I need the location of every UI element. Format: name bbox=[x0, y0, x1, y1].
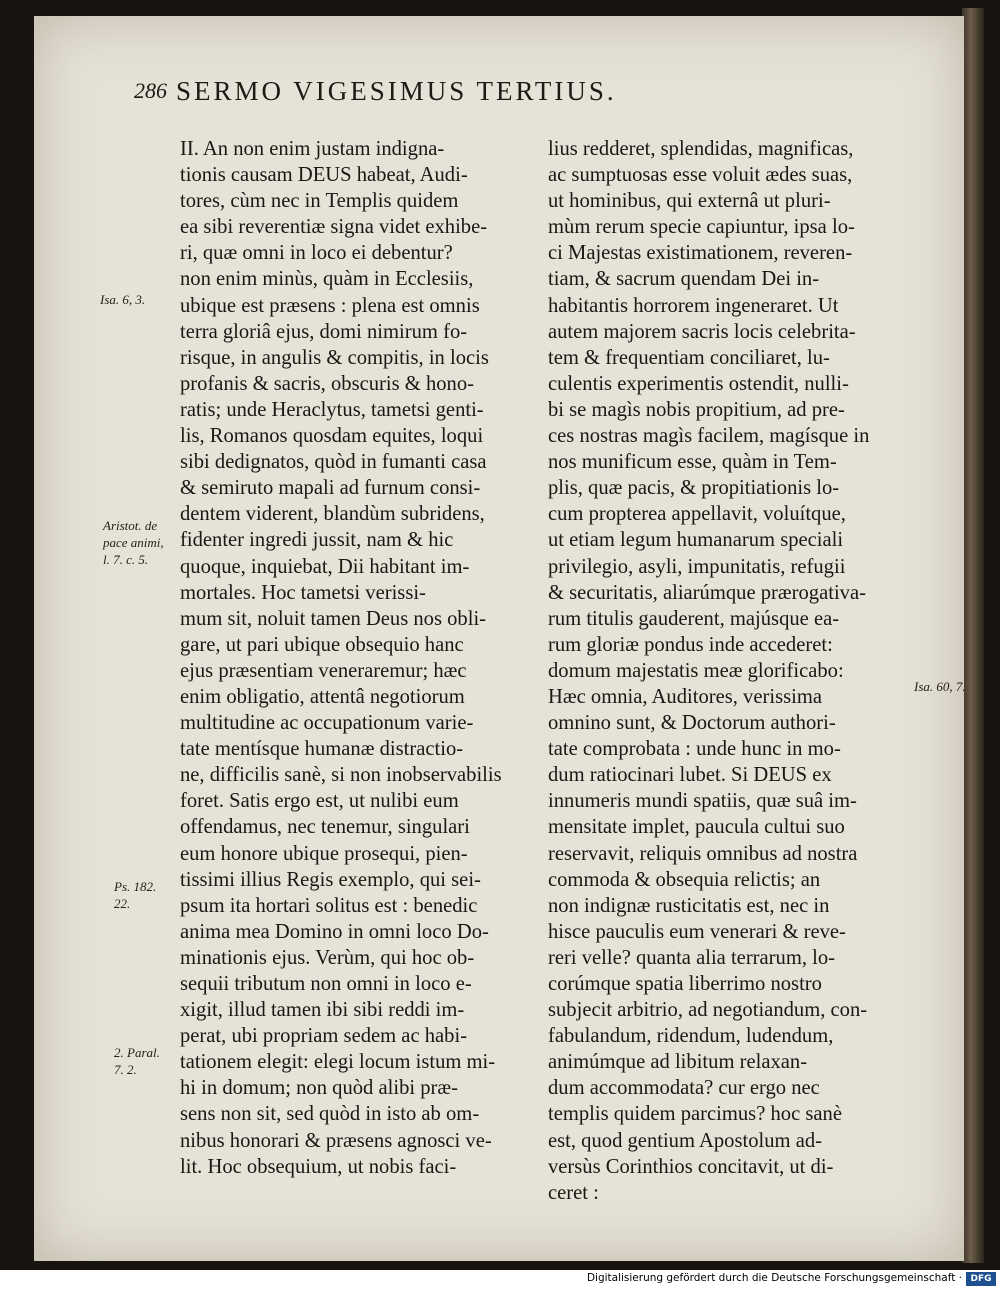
text-column-left bbox=[180, 136, 542, 1180]
text-line: tationem elegit: elegi locum istum mi- bbox=[180, 1051, 496, 1074]
text-line: ea sibi reverentiæ signa videt exhibe- bbox=[180, 216, 488, 239]
text-line: cum propterea appellavit, voluítque, bbox=[548, 503, 846, 526]
text-line: animúmque ad libitum relaxan- bbox=[548, 1051, 808, 1074]
text-line: corúmque spatia liberrimo nostro bbox=[548, 973, 822, 995]
text-line: perat, ubi propriam sedem ac habi- bbox=[180, 1025, 468, 1048]
text-line: commoda & obsequia relictis; an bbox=[548, 868, 821, 891]
text-line: lis, Romanos quosdam equites, loqui bbox=[180, 425, 484, 448]
text-line: sens non sit, sed quòd in isto ab om- bbox=[180, 1103, 480, 1126]
text-line: ci Majestas existimationem, reveren- bbox=[548, 242, 853, 265]
text-line: habitantis horrorem ingeneraret. Ut bbox=[548, 294, 839, 317]
text-line: versùs Corinthios concitavit, ut di- bbox=[548, 1155, 834, 1178]
book-spine-edge bbox=[962, 8, 984, 1263]
running-head: SERMO VIGESIMUS TERTIUS. bbox=[176, 76, 617, 106]
text-line: quoque, inquiebat, Dii habitant im- bbox=[180, 555, 470, 578]
footer-credit: Digitalisierung gefördert durch die Deutsche Forschungsgemeinschaft · bbox=[586, 1272, 962, 1284]
text-line: dum ratiocinari lubet. Si DEUS ex bbox=[548, 764, 832, 787]
text-line: tores, cùm nec in Templis quidem bbox=[180, 190, 459, 213]
text-line: multitudine ac occupationum varie- bbox=[180, 712, 474, 735]
text-line: ces nostras magìs facilem, magísque in bbox=[548, 425, 870, 448]
text-line: xigit, illud tamen ibi sibi reddi im- bbox=[180, 999, 465, 1022]
text-line: non indignæ rusticitatis est, nec in bbox=[548, 894, 830, 917]
text-line: rum gloriæ pondus inde accederet: bbox=[548, 633, 833, 656]
margin-note: 2. Paral. 7. 2. bbox=[114, 1045, 160, 1077]
text-line: foret. Satis ergo est, ut nulibi eum bbox=[180, 790, 459, 813]
text-line: offendamus, nec tenemur, singulari bbox=[180, 816, 470, 839]
text-line: mortales. Hoc tametsi verissi- bbox=[180, 581, 426, 604]
text-line: dentem viderent, blandùm subridens, bbox=[180, 503, 485, 526]
text-line: risque, in angulis & compitis, in locis bbox=[180, 346, 489, 369]
text-line: psum ita hortari solitus est : benedic bbox=[180, 894, 478, 917]
margin-note: Isa. 60, 7. bbox=[914, 679, 966, 694]
margin-note: Aristot. de pace animi, l. 7. c. 5. bbox=[103, 518, 164, 567]
text-line: bi se magìs nobis propitium, ad pre- bbox=[548, 398, 845, 421]
text-line: fabulandum, ridendum, ludendum, bbox=[548, 1025, 834, 1048]
text-column-right bbox=[548, 136, 920, 1206]
text-line: tiam, & sacrum quendam Dei in- bbox=[548, 268, 820, 291]
page-number: 286 bbox=[134, 78, 167, 103]
text-line: anima mea Domino in omni loco Do- bbox=[180, 920, 489, 943]
text-line: templis quidem parcimus? hoc sanè bbox=[548, 1103, 842, 1126]
text-line: sibi dedignatos, quòd in fumanti casa bbox=[180, 451, 487, 474]
text-line: & semiruto mapali ad furnum consi- bbox=[180, 477, 481, 500]
text-line: nibus honorari & præsens agnosci ve- bbox=[180, 1129, 492, 1152]
text-line: tissimi illius Regis exemplo, qui sei- bbox=[180, 868, 481, 891]
text-line: enim obligatio, attentâ negotiorum bbox=[180, 685, 465, 708]
text-line: innumeris mundi spatiis, quæ suâ im- bbox=[548, 790, 857, 813]
text-line: ceret : bbox=[548, 1181, 599, 1204]
text-line: ejus præsentiam veneraremur; hæc bbox=[180, 659, 467, 682]
text-line: terra gloriâ ejus, domi nimirum fo- bbox=[180, 320, 468, 343]
text-line: mensitate implet, paucula cultui suo bbox=[548, 816, 845, 839]
text-line: est, quod gentium Apostolum ad- bbox=[548, 1129, 822, 1152]
text-line: dum accommodata? cur ergo nec bbox=[548, 1077, 820, 1100]
text-line: hisce pauculis eum venerari & reve- bbox=[548, 920, 846, 943]
text-line: II. An non enim justam indigna- bbox=[180, 138, 445, 160]
text-line: sequii tributum non omni in loco e- bbox=[180, 973, 472, 995]
margin-note: Isa. 6, 3. bbox=[100, 292, 146, 307]
text-line: Hæc omnia, Auditores, verissima bbox=[548, 685, 822, 708]
text-line: tionis causam DEUS habeat, Audi- bbox=[180, 164, 468, 187]
text-line: eum honore ubique prosequi, pien- bbox=[180, 842, 468, 865]
text-line: rum titulis gauderent, majúsque ea- bbox=[548, 607, 840, 630]
text-line: privilegio, asyli, impunitatis, refugii bbox=[548, 555, 846, 578]
text-line: & securitatis, aliarúmque prærogativa- bbox=[548, 581, 866, 604]
text-line: ri, quæ omni in loco ei debentur? bbox=[180, 242, 453, 265]
text-line: ratis; unde Heraclytus, tametsi genti- bbox=[180, 398, 484, 421]
text-line: plis, quæ pacis, & propitiationis lo- bbox=[548, 477, 840, 500]
text-line: hi in domum; non quòd alibi præ- bbox=[180, 1077, 459, 1100]
text-line: ne, difficilis sanè, si non inobservabilis bbox=[180, 764, 502, 787]
text-line: nos munificum esse, quàm in Tem- bbox=[548, 451, 837, 474]
text-line: mùm rerum specie capiuntur, ipsa lo- bbox=[548, 216, 855, 239]
text-line: minationis ejus. Verùm, qui hoc ob- bbox=[180, 946, 475, 969]
text-line: lius redderet, splendidas, magnificas, bbox=[548, 138, 854, 160]
text-line: mum sit, noluit tamen Deus nos obli- bbox=[180, 607, 487, 630]
text-line: domum majestatis meæ glorificabo: bbox=[548, 659, 844, 682]
margin-note: Ps. 182. 22. bbox=[114, 879, 157, 911]
text-line: ut hominibus, qui externâ ut pluri- bbox=[548, 190, 831, 213]
text-line: fidenter ingredi jussit, nam & hic bbox=[180, 529, 454, 552]
text-line: subjecit arbitrio, ad negotiandum, con- bbox=[548, 999, 868, 1022]
text-line: gare, ut pari ubique obsequio hanc bbox=[180, 633, 464, 656]
page-header bbox=[134, 72, 774, 112]
text-line: reservavit, reliquis omnibus ad nostra bbox=[548, 842, 858, 865]
text-line: tate mentísque humanæ distractio- bbox=[180, 738, 464, 761]
digitization-footer bbox=[0, 1270, 1000, 1289]
text-line: reri velle? quanta alia terrarum, lo- bbox=[548, 946, 836, 969]
dfg-logo-icon: DFG bbox=[966, 1272, 996, 1286]
text-line: autem majorem sacris locis celebrita- bbox=[548, 320, 856, 343]
text-line: non enim minùs, quàm in Ecclesiis, bbox=[180, 268, 474, 291]
text-line: tem & frequentiam conciliaret, lu- bbox=[548, 346, 830, 369]
text-line: ac sumptuosas esse voluit ædes suas, bbox=[548, 164, 853, 187]
text-line: lit. Hoc obsequium, ut nobis faci- bbox=[180, 1155, 457, 1178]
text-line: ubique est præsens : plena est omnis bbox=[180, 294, 480, 317]
text-line: omnino sunt, & Doctorum authori- bbox=[548, 712, 836, 735]
text-line: culentis experimentis ostendit, nulli- bbox=[548, 372, 849, 395]
text-line: ut etiam legum humanarum speciali bbox=[548, 529, 844, 552]
text-line: tate comprobata : unde hunc in mo- bbox=[548, 738, 841, 761]
text-line: profanis & sacris, obscuris & hono- bbox=[180, 372, 474, 395]
